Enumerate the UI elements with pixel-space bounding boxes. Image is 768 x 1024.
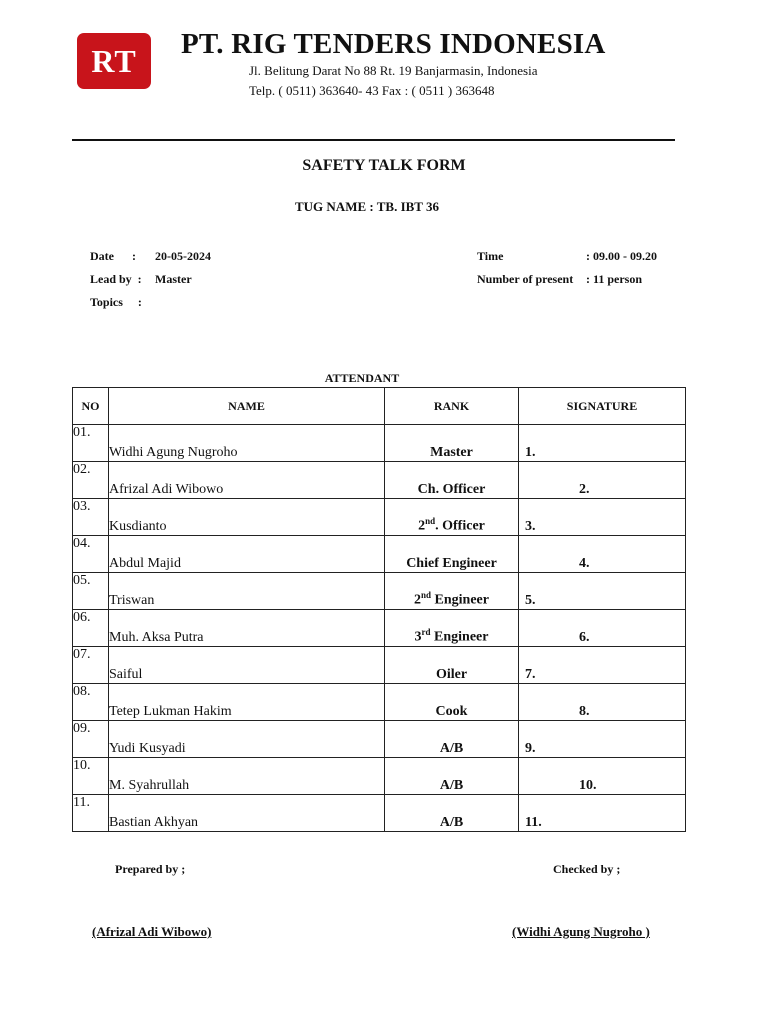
header-name: NAME: [109, 388, 385, 425]
date-field: [90, 249, 211, 264]
rank-text: Ch. Officer: [417, 482, 486, 497]
signature-number: 4.: [579, 556, 590, 571]
attendee-name: Saiful: [109, 647, 385, 684]
table-row: [73, 499, 686, 536]
table-row: [73, 610, 686, 647]
table-row: [73, 795, 686, 832]
signature-cell: [519, 462, 686, 499]
tug-name: TUG NAME : TB. IBT 36: [295, 199, 439, 214]
table-row: [73, 758, 686, 795]
present-label: Number of present: [477, 272, 574, 286]
attendee-rank: [385, 721, 519, 758]
time-field: [477, 249, 657, 264]
time-label: Time: [477, 249, 504, 263]
rank-ordinal-suffix: nd: [421, 590, 432, 601]
rank-text: Master: [430, 445, 473, 460]
signature-number: 10.: [579, 778, 597, 793]
signature-cell: [519, 610, 686, 647]
signature-cell: [519, 425, 686, 462]
attendee-name: Widhi Agung Nugroho: [109, 425, 385, 462]
table-row: [73, 536, 686, 573]
attendant-caption: ATTENDANT: [324, 371, 400, 385]
table-row: [73, 647, 686, 684]
attendee-rank: [385, 573, 519, 610]
attendee-name: Muh. Aksa Putra: [109, 610, 385, 647]
prepared-by-label: Prepared by ;: [115, 862, 186, 876]
rank-text: A/B: [439, 815, 464, 830]
checked-by-name: (Widhi Agung Nugroho ): [512, 924, 650, 939]
signature-number: 2.: [579, 482, 590, 497]
company-logo: RT: [77, 33, 151, 89]
row-number: 04.: [73, 536, 109, 573]
attendee-name: Abdul Majid: [109, 536, 385, 573]
header-divider: [72, 139, 675, 141]
signature-number: 7.: [525, 667, 536, 682]
table-row: [73, 684, 686, 721]
row-number: 01.: [73, 425, 109, 462]
attendee-rank: [385, 795, 519, 832]
signature-cell: [519, 536, 686, 573]
rank-text-rest: Engineer: [431, 593, 489, 608]
signature-number: 5.: [525, 593, 536, 608]
date-label: Date :: [90, 249, 136, 263]
attendee-rank: [385, 684, 519, 721]
header-rank: RANK: [385, 388, 519, 425]
attendee-rank: [385, 425, 519, 462]
row-number: 07.: [73, 647, 109, 684]
time-value: : 09.00 - 09.20: [586, 249, 657, 263]
form-title: SAFETY TALK FORM: [302, 157, 466, 174]
signature-number: 9.: [525, 741, 536, 756]
row-number: 02.: [73, 462, 109, 499]
signature-cell: [519, 647, 686, 684]
table-header-row: [73, 388, 686, 425]
rank-text: A/B: [439, 778, 464, 793]
signature-cell: [519, 684, 686, 721]
rank-text: Chief Engineer: [406, 556, 497, 571]
company-phone: Telp. ( 0511) 363640- 43 Fax : ( 0511 ) 363648: [249, 83, 495, 98]
attendee-name: Triswan: [109, 573, 385, 610]
attendee-name: Yudi Kusyadi: [109, 721, 385, 758]
rank-text: Oiler: [435, 667, 468, 682]
table-row: [73, 721, 686, 758]
present-value: : 11 person: [586, 272, 643, 286]
signature-number: 11.: [525, 815, 542, 830]
attendee-rank: [385, 499, 519, 536]
signature-number: 3.: [525, 519, 536, 534]
rank-text-rest: Engineer: [430, 630, 489, 645]
lead-field: [90, 272, 192, 287]
signature-cell: [519, 721, 686, 758]
lead-value: Master: [155, 272, 192, 286]
topics-label: Topics :: [90, 295, 142, 309]
signature-cell: [519, 758, 686, 795]
attendee-name: M. Syahrullah: [109, 758, 385, 795]
table-row: [73, 425, 686, 462]
row-number: 05.: [73, 573, 109, 610]
header-signature: SIGNATURE: [519, 388, 686, 425]
rank-text: A/B: [439, 741, 464, 756]
signature-number: 8.: [579, 704, 590, 719]
attendee-rank: [385, 758, 519, 795]
signature-cell: [519, 795, 686, 832]
attendee-rank: [385, 536, 519, 573]
rank-text: Cook: [435, 704, 468, 719]
attendee-name: Kusdianto: [109, 499, 385, 536]
header-no: NO: [73, 388, 109, 425]
attendance-table: [72, 387, 686, 832]
date-value: 20-05-2024: [155, 249, 211, 263]
company-address: Jl. Belitung Darat No 88 Rt. 19 Banjarmasin, Indonesia: [249, 63, 538, 78]
company-name: PT. RIG TENDERS INDONESIA: [181, 28, 606, 60]
prepared-by-name: (Afrizal Adi Wibowo): [92, 924, 212, 939]
attendee-name: Tetep Lukman Hakim: [109, 684, 385, 721]
attendee-name: Bastian Akhyan: [109, 795, 385, 832]
rank-text-rest: . Officer: [435, 519, 485, 534]
row-number: 10.: [73, 758, 109, 795]
rank-text: 2: [414, 593, 422, 608]
rank-text: 2: [418, 519, 426, 534]
attendee-rank: [385, 610, 519, 647]
rank-ordinal-suffix: rd: [421, 627, 431, 638]
row-number: 03.: [73, 499, 109, 536]
present-field: [477, 272, 642, 287]
lead-label: Lead by :: [90, 272, 142, 286]
row-number: 06.: [73, 610, 109, 647]
signature-number: 1.: [525, 445, 536, 460]
checked-by-label: Checked by ;: [553, 862, 621, 876]
signature-cell: [519, 573, 686, 610]
table-row: [73, 462, 686, 499]
rank-text: 3: [414, 630, 422, 645]
signature-cell: [519, 499, 686, 536]
row-number: 11.: [73, 795, 109, 832]
attendee-rank: [385, 462, 519, 499]
row-number: 09.: [73, 721, 109, 758]
row-number: 08.: [73, 684, 109, 721]
attendee-rank: [385, 647, 519, 684]
rank-ordinal-suffix: nd: [425, 516, 436, 527]
table-row: [73, 573, 686, 610]
signature-number: 6.: [579, 630, 590, 645]
attendee-name: Afrizal Adi Wibowo: [109, 462, 385, 499]
